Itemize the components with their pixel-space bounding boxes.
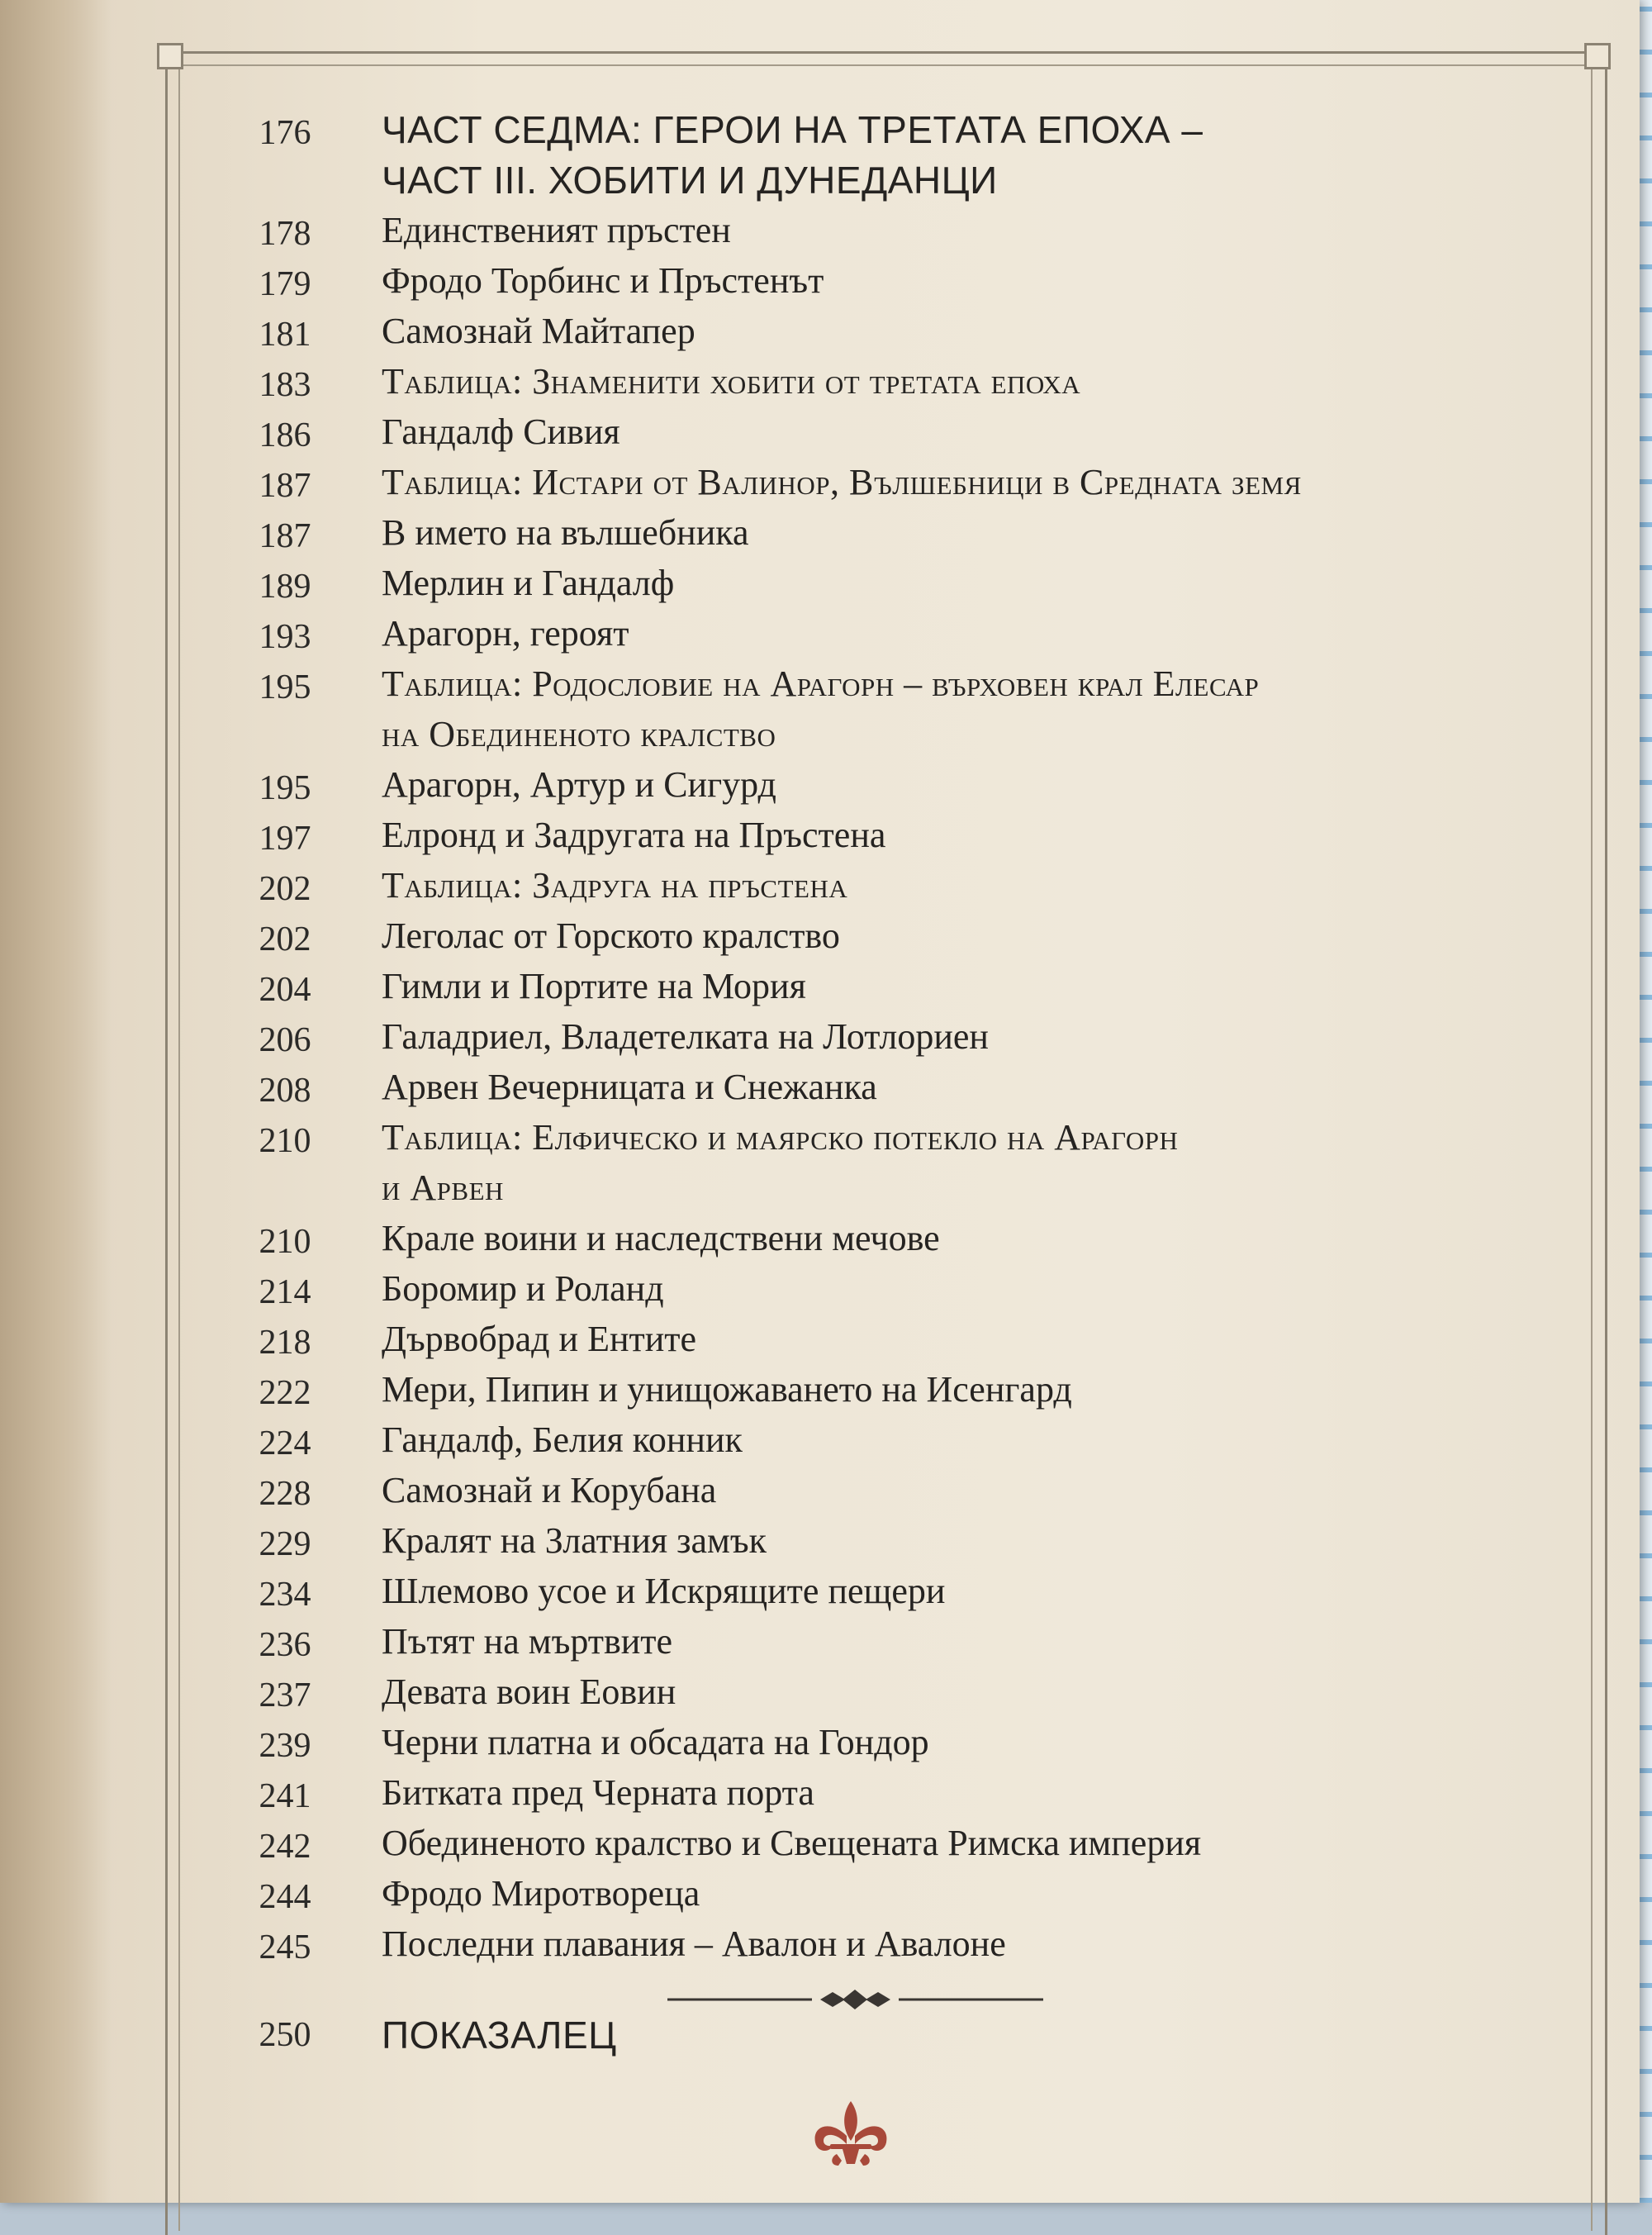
- toc-title-line: Девата воин Еовин: [382, 1671, 676, 1712]
- toc-page-number: 204: [259, 971, 311, 1009]
- toc-page-number: 202: [259, 870, 311, 908]
- fleur-de-lis-icon: [805, 2095, 896, 2169]
- toc-title-line: Черни платна и обсадата на Гондор: [382, 1722, 929, 1762]
- toc-page-number: 241: [259, 1777, 311, 1815]
- toc-title: ПОКАЗАЛЕЦ: [382, 2014, 617, 2057]
- border-corner-top-left: [157, 43, 183, 69]
- toc-page-number: 239: [259, 1727, 311, 1765]
- decorative-divider: [667, 1987, 1043, 2012]
- toc-page-number: 229: [259, 1525, 311, 1563]
- toc-page-number: 237: [259, 1676, 311, 1714]
- toc-title-line: Единственият пръстен: [382, 210, 731, 250]
- toc-title-line: Боромир и Роланд: [382, 1268, 664, 1309]
- toc-page-number: 244: [259, 1878, 311, 1916]
- toc-title-line: на Обединеното кралство: [382, 714, 776, 754]
- toc-title-line: Елронд и Задругата на Пръстена: [382, 815, 886, 855]
- toc-page-number: 197: [259, 820, 311, 858]
- toc-page-number: 208: [259, 1072, 311, 1110]
- page-gutter-shadow: [0, 0, 112, 2203]
- toc-title-line: Таблица: Елфическо и маярско потекло на Арагорн: [382, 1117, 1179, 1158]
- toc-page-number: 245: [259, 1928, 311, 1966]
- toc-title-line: Дървобрад и Ентите: [382, 1319, 697, 1359]
- toc-page-number: 202: [259, 920, 311, 958]
- border-corner-top-right: [1584, 43, 1611, 69]
- toc-page-number: 210: [259, 1122, 311, 1160]
- toc-title-line: Мерлин и Гандалф: [382, 563, 675, 603]
- toc-page-number: 195: [259, 769, 311, 807]
- toc-page-number: 193: [259, 618, 311, 656]
- toc-title-line: Гимли и Портите на Мория: [382, 966, 806, 1006]
- toc-title-line: Пътят на мъртвите: [382, 1621, 673, 1662]
- toc-page-number: 181: [259, 316, 311, 354]
- toc-title-line: и Арвен: [382, 1167, 504, 1208]
- toc-title-line: Шлемово усое и Искрящите пещери: [382, 1571, 946, 1611]
- toc-title-line: Самознай и Корубана: [382, 1470, 717, 1510]
- toc-title-line: Леголас от Горското кралство: [382, 915, 840, 956]
- toc-title-line: Таблица: Родословие на Арагорн – върховен крал Елесар: [382, 663, 1260, 704]
- toc-page-number: 187: [259, 467, 311, 505]
- toc-page-number: 236: [259, 1626, 311, 1664]
- toc-page-number: 176: [259, 114, 311, 152]
- toc-title-line: Арагорн, Артур и Сигурд: [382, 764, 776, 805]
- toc-title-line: Мери, Пипин и унищожаването на Исенгард: [382, 1369, 1072, 1410]
- toc-title-line: ЧАСТ III. ХОБИТИ И ДУНЕДАНЦИ: [382, 159, 998, 202]
- toc-title-line: Битката пред Черната порта: [382, 1772, 814, 1813]
- toc-title-line: Последни плавания – Авалон и Авалоне: [382, 1924, 1006, 1964]
- toc-page-number: 179: [259, 265, 311, 303]
- toc-title-line: Крале воини и наследствени мечове: [382, 1218, 940, 1258]
- toc-title-line: ЧАСТ СЕДМА: ГЕРОИ НА ТРЕТАТА ЕПОХА –: [382, 108, 1203, 151]
- toc-title-line: Обединеното кралство и Свещената Римска империя: [382, 1823, 1202, 1863]
- toc-page-number: 250: [259, 2016, 311, 2054]
- toc-page-number: 228: [259, 1475, 311, 1513]
- toc-title-line: Фродо Миротвореца: [382, 1873, 700, 1914]
- toc-page-number: 224: [259, 1424, 311, 1462]
- toc-page-number: 234: [259, 1576, 311, 1614]
- toc-title-line: Гандалф Сивия: [382, 411, 620, 452]
- toc-page-number: 178: [259, 215, 311, 253]
- toc-page-number: 195: [259, 668, 311, 706]
- toc-page-number: 210: [259, 1223, 311, 1261]
- toc-title-line: Таблица: Знаменити хобити от третата епоха: [382, 361, 1081, 402]
- toc-page-number: 222: [259, 1374, 311, 1412]
- toc-title-line: Гандалф, Белия конник: [382, 1419, 743, 1460]
- toc-page-number: 183: [259, 366, 311, 404]
- toc-title-line: Арагорн, героят: [382, 613, 629, 654]
- toc-title-line: Кралят на Златния замък: [382, 1520, 767, 1561]
- toc-title-line: В името на вълшебника: [382, 512, 749, 553]
- toc-title-line: Таблица: Истари от Валинор, Вълшебници в Средната земя: [382, 462, 1302, 502]
- toc-title-line: Фродо Торбинс и Пръстенът: [382, 260, 824, 301]
- toc-page-number: 218: [259, 1324, 311, 1362]
- toc-page-number: 186: [259, 416, 311, 454]
- toc-page-number: 242: [259, 1828, 311, 1866]
- toc-page-number: 214: [259, 1273, 311, 1311]
- toc-title-line: Арвен Вечерницата и Снежанка: [382, 1067, 877, 1107]
- toc-title-line: Самознай Майтапер: [382, 311, 695, 351]
- toc-title-line: Галадриел, Владетелката на Лотлориен: [382, 1016, 989, 1057]
- toc-page-number: 206: [259, 1021, 311, 1059]
- toc-page-number: 189: [259, 568, 311, 606]
- toc-page-number: 187: [259, 517, 311, 555]
- toc-title-line: Таблица: Задруга на пръстена: [382, 865, 848, 906]
